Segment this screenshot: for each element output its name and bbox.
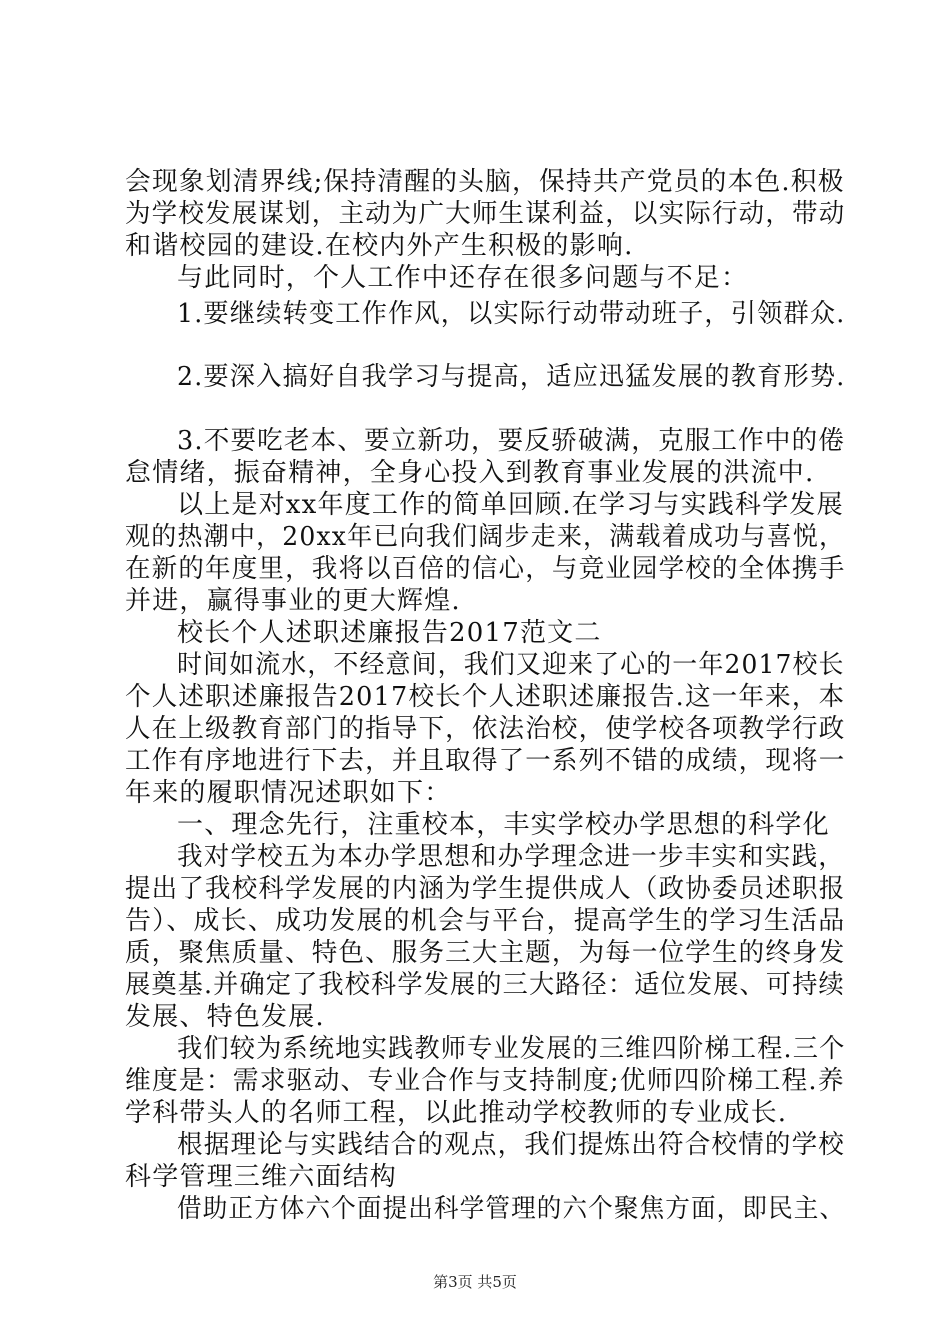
text-line: 提出了我校科学发展的内涵为学生提供成人（政协委员述职报 — [125, 874, 846, 904]
text-line: 以上是对xx年度工作的简单回顾.在学习与实践科学发展 — [177, 490, 844, 520]
text-line: 展奠基.并确定了我校科学发展的三大路径：适位发展、可持续 — [125, 970, 845, 1000]
page-number-footer: 第3页 共5页 — [433, 1273, 517, 1291]
text-line: 怠情绪，振奋精神，全身心投入到教育事业发展的洪流中. — [125, 458, 815, 488]
section-heading: 校长个人述职述廉报告2017范文二 — [177, 618, 602, 648]
text-line: 和谐校园的建设.在校内外产生积极的影响. — [125, 231, 634, 261]
section-heading: 一、理念先行，注重校本，丰实学校办学思想的科学化 — [177, 810, 830, 840]
text-line: 告）、成长、成功发展的机会与平台，提高学生的学习生活品 — [125, 906, 846, 936]
text-line: 我对学校五为本办学思想和办学理念进一步丰实和实践， — [177, 842, 846, 872]
text-line: 发展、特色发展. — [125, 1002, 325, 1032]
text-line: 年来的履职情况述职如下： — [125, 778, 452, 808]
text-line: 与此同时，个人工作中还存在很多问题与不足： — [177, 263, 749, 293]
text-line: 会现象划清界线;保持清醒的头脑，保持共产党员的本色.积极 — [125, 167, 845, 197]
list-item: 2.要深入搞好自我学习与提高，适应迅猛发展的教育形势. — [177, 362, 846, 392]
text-line: 根据理论与实践结合的观点，我们提炼出符合校情的学校 — [177, 1130, 846, 1160]
text-line: 时间如流水，不经意间，我们又迎来了心的一年2017校长 — [177, 650, 845, 680]
text-line: 借助正方体六个面提出科学管理的六个聚焦方面，即民主、 — [177, 1194, 846, 1224]
text-line: 为学校发展谋划，主动为广大师生谋利益，以实际行动，带动 — [125, 199, 846, 229]
text-line: 观的热潮中，20xx年已向我们阔步走来，满载着成功与喜悦， — [125, 522, 846, 552]
text-line: 并进，赢得事业的更大辉煌. — [125, 586, 461, 616]
list-item: 3.不要吃老本、要立新功，要反骄破满，克服工作中的倦 — [177, 426, 846, 456]
text-line: 人在上级教育部门的指导下，依法治校，使学校各项教学行政 — [125, 714, 846, 744]
text-line: 我们较为系统地实践教师专业发展的三维四阶梯工程.三个 — [177, 1034, 846, 1064]
list-item: 1.要继续转变工作作风，以实际行动带动班子，引领群众. — [177, 299, 846, 329]
text-line: 学科带头人的名师工程，以此推动学校教师的专业成长. — [125, 1098, 788, 1128]
text-line: 在新的年度里，我将以百倍的信心，与竞业园学校的全体携手 — [125, 554, 846, 584]
text-line: 维度是：需求驱动、专业合作与支持制度;优师四阶梯工程.养 — [125, 1066, 845, 1096]
text-line: 科学管理三维六面结构 — [125, 1162, 398, 1192]
text-line: 工作有序地进行下去，并且取得了一系列不错的成绩，现将一 — [125, 746, 846, 776]
text-line: 个人述职述廉报告2017校长个人述职述廉报告.这一年来，本 — [125, 682, 846, 712]
text-line: 质，聚焦质量、特色、服务三大主题，为每一位学生的终身发 — [125, 938, 846, 968]
